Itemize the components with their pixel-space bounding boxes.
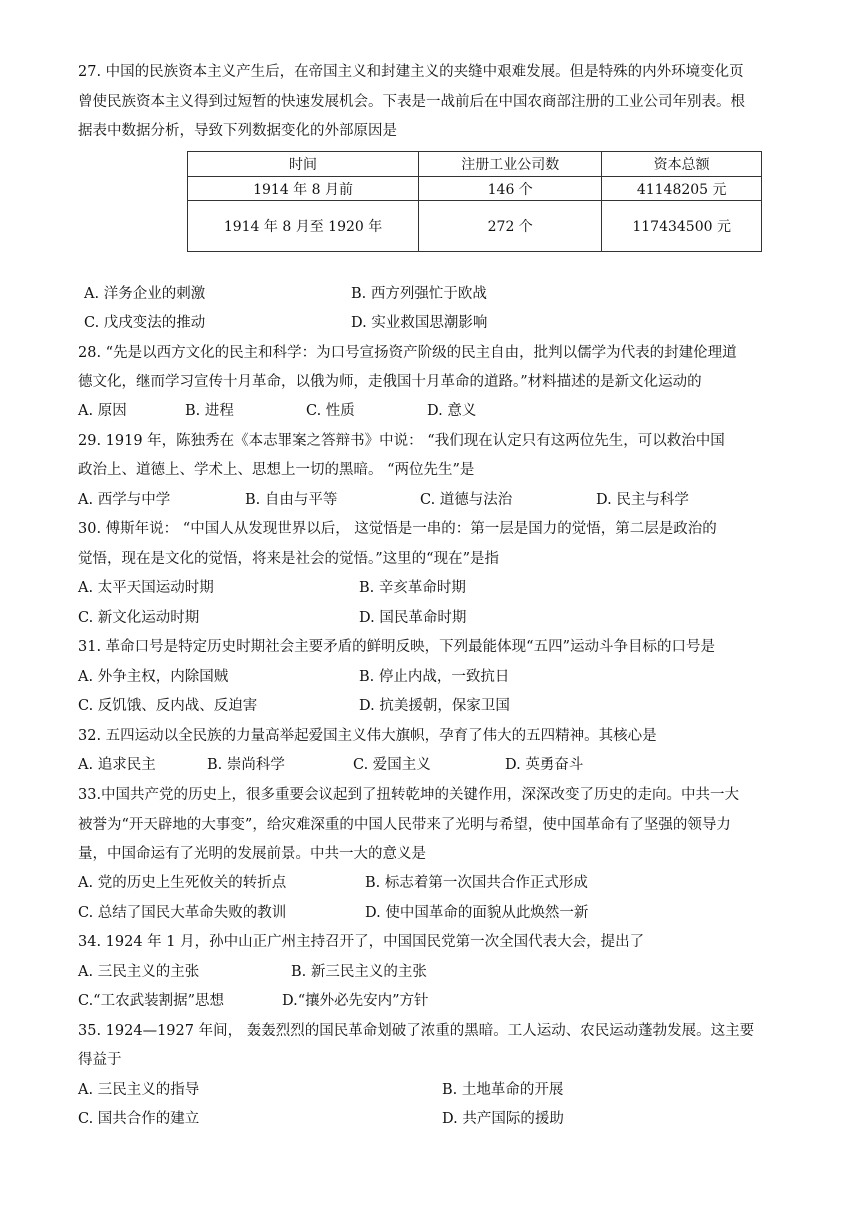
q32-option-c: C. 爱国主义	[353, 757, 431, 773]
q27-stem-line-1: 27. 中国的民族资本主义产生后，在帝国主义和封建主义的夹缝中艰难发展。但是特殊的内外环境变化页	[78, 64, 744, 80]
table-header-cell: 注册工业公司数	[419, 152, 602, 177]
table-cell: 1914 年 8 月至 1920 年	[188, 201, 419, 252]
q28-option-c: C. 性质	[306, 403, 355, 419]
q33-stem-line-2: 被誉为“开天辟地的大事变”，给灾难深重的中国人民带来了光明与希望，使中国革命有了坚强的领导力	[78, 817, 731, 833]
table-cell: 146 个	[419, 177, 602, 201]
q33-stem-line-3: 量，中国命运有了光明的发展前景。中共一大的意义是	[78, 846, 426, 862]
q35-option-d: D. 共产国际的援助	[442, 1111, 564, 1127]
q28-stem-line-1: 28. “先是以西方文化的民主和科学：为口号宣扬资产阶级的民主自由，批判以儒学为代表的封建伦理道	[78, 345, 737, 361]
q29-option-b: B. 自由与平等	[245, 492, 338, 508]
q27-stem-line-2: 曾使民族资本主义得到过短暂的快速发展机会。下表是一战前后在中国农商部注册的工业公司年别表。根	[78, 94, 745, 110]
q27-option-b: B. 西方列强忙于欧战	[351, 286, 487, 302]
q30-option-d: D. 国民革命时期	[359, 610, 467, 626]
q34-option-d: D.“攘外必先安内”方针	[282, 993, 429, 1009]
q34-option-b: B. 新三民主义的主张	[291, 964, 427, 980]
q28-option-d: D. 意义	[427, 403, 477, 419]
table-header-cell: 时间	[188, 152, 419, 177]
q32-option-a: A. 追求民主	[78, 757, 156, 773]
q27-stem-line-3: 据表中数据分析，导致下列数据变化的外部原因是	[78, 123, 397, 139]
q29-stem-line-1: 29. 1919 年，陈独秀在《本志罪案之答辩书》中说： “我们现在认定只有这两位先生，可以救治中国	[78, 433, 725, 449]
q33-option-a: A. 党的历史上生死攸关的转折点	[78, 875, 287, 891]
table-header-cell: 资本总额	[602, 152, 762, 177]
table-row	[188, 177, 762, 201]
q30-option-c: C. 新文化运动时期	[78, 610, 200, 626]
q28-option-a: A. 原因	[78, 403, 127, 419]
q28-option-b: B. 进程	[185, 403, 234, 419]
table-cell: 117434500 元	[602, 201, 762, 252]
table-row	[188, 201, 762, 252]
q29-option-d: D. 民主与科学	[596, 492, 689, 508]
table-cell: 272 个	[419, 201, 602, 252]
q35-option-b: B. 土地革命的开展	[442, 1082, 564, 1098]
table-cell: 41148205 元	[602, 177, 762, 201]
q30-option-a: A. 太平天国运动时期	[78, 580, 214, 596]
q33-option-c: C. 总结了国民大革命失败的教训	[78, 905, 287, 921]
table-cell: 1914 年 8 月前	[188, 177, 419, 201]
q34-option-a: A. 三民主义的主张	[78, 964, 200, 980]
q29-option-a: A. 西学与中学	[78, 492, 171, 508]
q31-stem-line-1: 31. 革命口号是特定历史时期社会主要矛盾的鲜明反映，下列最能体现“五四”运动斗争目标的口号是	[78, 639, 715, 655]
q31-option-b: B. 停止内战，一致抗日	[359, 669, 510, 685]
q30-option-b: B. 辛亥革命时期	[359, 580, 466, 596]
q28-stem-line-2: 德文化，继而学习宣传十月革命，以俄为师，走俄国十月革命的道路。”材料描述的是新文化运动的	[78, 374, 702, 390]
table-header-row	[188, 152, 762, 177]
q35-stem-line-2: 得益于	[78, 1052, 122, 1068]
q33-option-d: D. 使中国革命的面貌从此焕然一新	[365, 905, 589, 921]
q33-stem-line-1: 33.中国共产党的历史上，很多重要会议起到了扭转乾坤的关键作用，深深改变了历史的走向。中共一大	[78, 787, 740, 803]
q30-stem-line-1: 30. 傅斯年说： “中国人从发现世界以后， 这觉悟是一串的：第一层是国力的觉悟，第二层是政治的	[78, 521, 717, 537]
q35-option-c: C. 国共合作的建立	[78, 1111, 200, 1127]
q29-option-c: C. 道德与法治	[420, 492, 513, 508]
q31-option-c: C. 反饥饿、反内战、反迫害	[78, 698, 258, 714]
q32-option-b: B. 崇尚科学	[207, 757, 285, 773]
q29-stem-line-2: 政治上、道德上、学术上、思想上一切的黑暗。 “两位先生”是	[78, 462, 475, 478]
q35-stem-line-1: 35. 1924—1927 年间， 轰轰烈烈的国民革命划破了浓重的黑暗。工人运动、农民运动蓬勃发展。这主要	[78, 1023, 755, 1039]
q27-option-c: C. 戊戌变法的推动	[84, 315, 206, 331]
q27-option-a: A. 洋务企业的刺激	[84, 286, 206, 302]
q32-option-d: D. 英勇奋斗	[505, 757, 584, 773]
q33-option-b: B. 标志着第一次国共合作正式形成	[365, 875, 588, 891]
q30-stem-line-2: 觉悟，现在是文化的觉悟，将来是社会的觉悟。”这里的“现在”是指	[78, 551, 499, 567]
q27-data-table	[187, 151, 762, 252]
q34-option-c: C.“工农武装割据”思想	[78, 993, 225, 1009]
q31-option-d: D. 抗美援朝，保家卫国	[359, 698, 510, 714]
q31-option-a: A. 外争主权，内除国贼	[78, 669, 229, 685]
q35-option-a: A. 三民主义的指导	[78, 1082, 200, 1098]
q27-option-d: D. 实业救国思潮影响	[351, 315, 488, 331]
q34-stem-line-1: 34. 1924 年 1 月，孙中山正广州主持召开了，中国国民党第一次全国代表大会，提出了	[78, 934, 645, 950]
q32-stem-line-1: 32. 五四运动以全民族的力量高举起爱国主义伟大旗帜，孕育了伟大的五四精神。其核心是	[78, 728, 657, 744]
